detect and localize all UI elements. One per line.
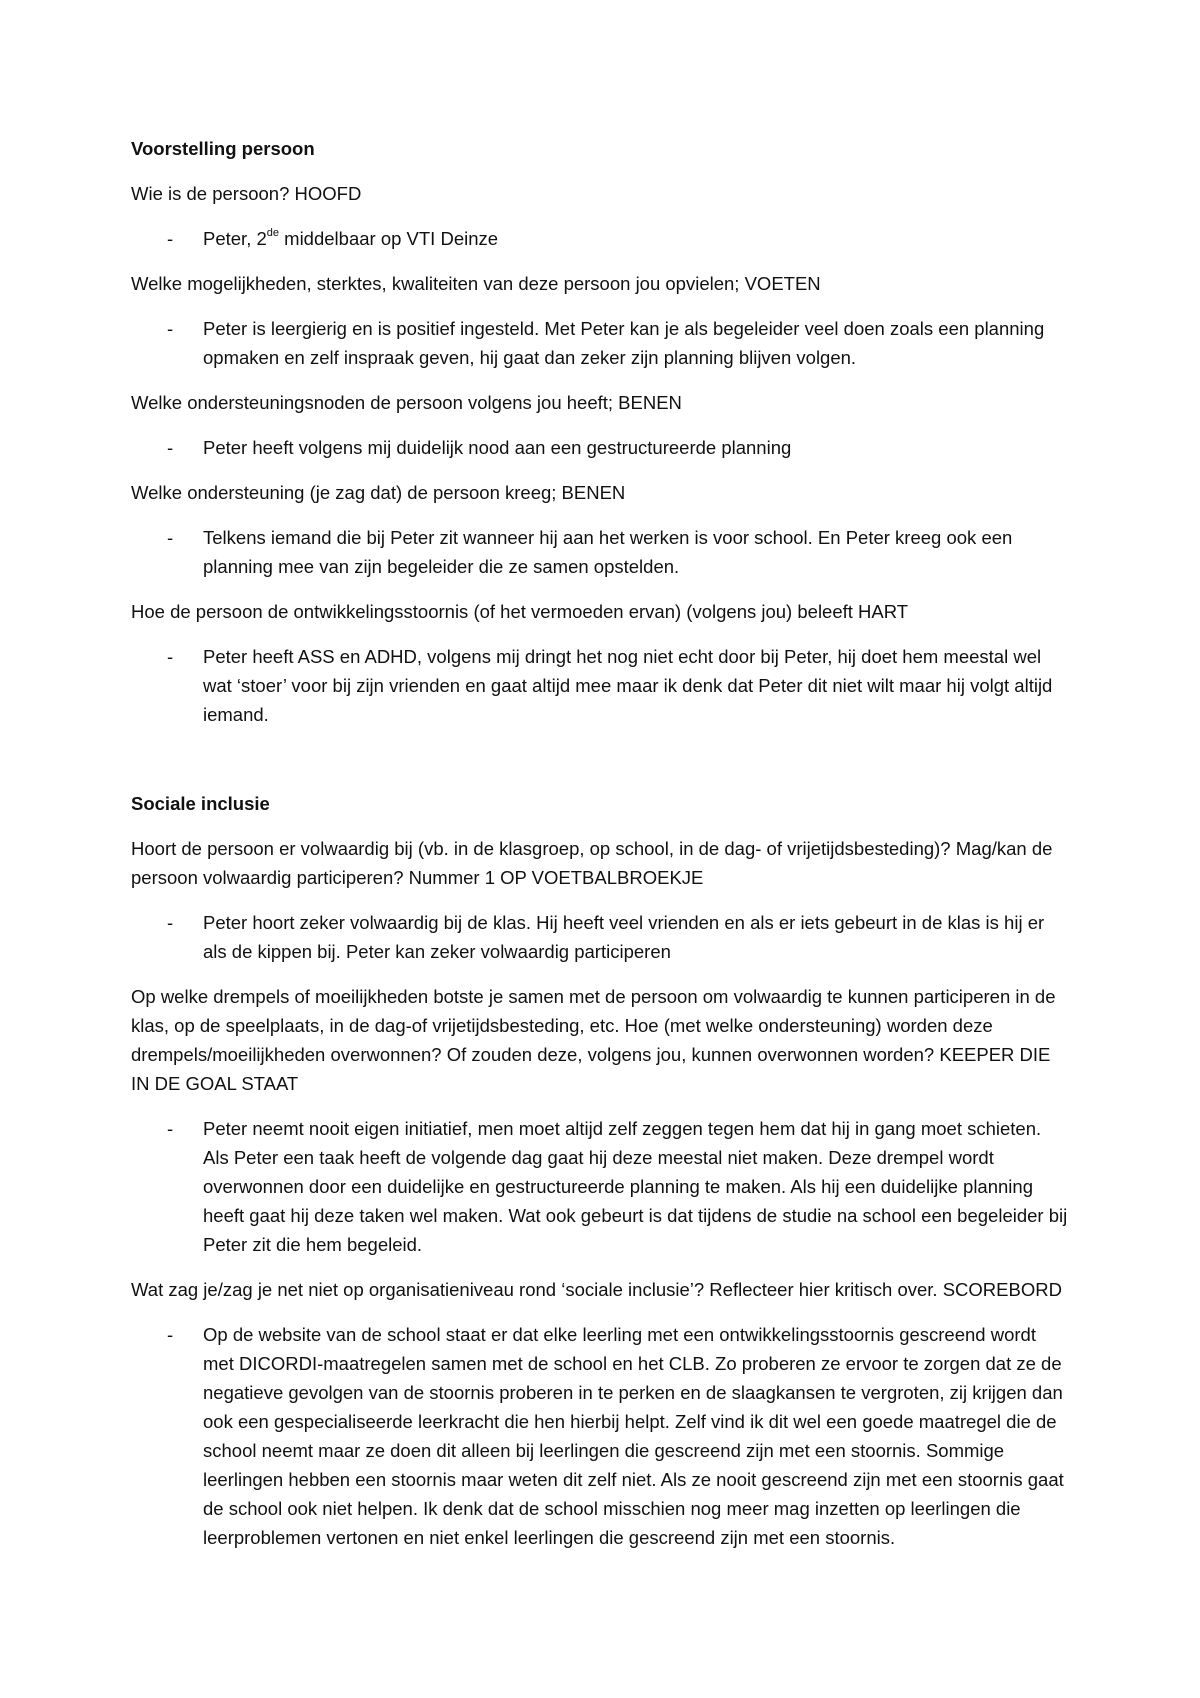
bullet-dash: - — [167, 437, 174, 458]
section-title-sociale-inclusie: Sociale inclusie — [131, 793, 270, 814]
question-ondersteuningsnoden: Welke ondersteuningsnoden de persoon volgens jou heeft; BENEN — [131, 392, 682, 413]
bullet-dash: - — [167, 912, 174, 933]
answer-organisatieniveau — [131, 1320, 1070, 1552]
question-beleeft: Hoe de persoon de ontwikkelingsstoornis (of het vermoeden ervan) (volgens jou) beleeft HART — [131, 601, 909, 622]
bullet-dash: - — [167, 318, 174, 339]
answer-wie-pre: Peter, 2 — [203, 228, 267, 249]
answer-hoort — [131, 908, 1070, 966]
answer-beleeft-text: Peter heeft ASS en ADHD, volgens mij dringt het nog niet echt door bij Peter, hij doet hem meestal wel wat ‘stoer’ voor bij zijn vrienden en gaat altijd mee maar ik denk dat Peter dit niet wilt maar hij volgt altijd iemand. — [203, 646, 1053, 725]
bullet-dash: - — [167, 228, 174, 249]
answer-mogelijkheden — [131, 314, 1070, 372]
answer-organisatieniveau-text: Op de website van de school staat er dat elke leerling met een ontwikkelingsstoornis gescreend wordt met DICORDI-maatregelen samen met de school en het CLB. Zo proberen ze ervoor te zorgen dat ze de negatieve gevolgen van de stoornis proberen in te perken en de slaagkansen te vergroten, zij krijgen dan ook een gespecialiseerde leerkracht die hen hierbij helpt. Zelf vind ik dit wel een goede maatregel die de school neemt maar ze doen dit alleen bij leerlingen die gescreend zijn met een stoornis. Sommige leerlingen hebben een stoornis maar weten dit zelf niet. Als ze nooit gescreend zijn met een stoornis gaat de school ook niet helpen. Ik denk dat de school misschien nog meer mag inzetten op leerlingen die leerproblemen vertonen en niet enkel leerlingen die gescreend zijn met een stoornis. — [203, 1324, 1064, 1548]
answer-drempels-text: Peter neemt nooit eigen initiatief, men moet altijd zelf zeggen tegen hem dat hij in gang moet schieten. Als Peter een taak heeft de volgende dag gaat hij deze meestal niet maken. Deze drempel wordt overwonnen door een duidelijke en gestructureerde planning te maken. Als hij een duidelijke planning heeft gaat hij deze taken wel maken. Wat ook gebeurt is dat tijdens de studie na school een begeleider bij Peter zit die hem begeleid. — [203, 1118, 1068, 1255]
answer-hoort-text: Peter hoort zeker volwaardig bij de klas. Hij heeft veel vrienden en als er iets gebeurt in de klas is hij er als de kippen bij. Peter kan zeker volwaardig participeren — [203, 912, 1045, 962]
answer-wie-sup: de — [266, 226, 280, 239]
bullet-dash: - — [167, 1118, 174, 1139]
question-wie: Wie is de persoon? HOOFD — [131, 183, 362, 204]
answer-ondersteuningsnoden-text: Peter heeft volgens mij duidelijk nood aan een gestructureerde planning — [203, 437, 792, 458]
question-organisatieniveau: Wat zag je/zag je net niet op organisatieniveau rond ‘sociale inclusie’? Reflecteer hier kritisch over. SCOREBORD — [131, 1279, 1062, 1300]
answer-wie-post: middelbaar op VTI Deinze — [279, 228, 499, 249]
answer-wie — [131, 224, 1070, 253]
question-hoort: Hoort de persoon er volwaardig bij (vb. in de klasgroep, op school, in de dag- of vrijetijdsbesteding)? Mag/kan de persoon volwaardig participeren? Nummer 1 OP VOETBALBROEKJE — [131, 838, 1053, 888]
answer-drempels — [131, 1114, 1070, 1259]
answer-ondersteuningsnoden — [131, 433, 1070, 462]
answer-mogelijkheden-text: Peter is leergierig en is positief ingesteld. Met Peter kan je als begeleider veel doen zoals een planning opmaken en zelf inspraak geven, hij gaat dan zeker zijn planning blijven volgen. — [203, 318, 1045, 368]
section-gap — [131, 745, 1070, 789]
question-drempels: Op welke drempels of moeilijkheden botste je samen met de persoon om volwaardig te kunnen participeren in de klas, op de speelplaats, in de dag-of vrijetijdsbesteding, etc. Hoe (met welke ondersteuning) worden deze drempels/moeilijkheden overwonnen? Of zouden deze, volgens jou, kunnen overwonnen worden? KEEPER DIE IN DE GOAL STAAT — [131, 986, 1056, 1094]
answer-beleeft — [131, 642, 1070, 729]
bullet-dash: - — [167, 646, 174, 667]
answer-ondersteuning — [131, 523, 1070, 581]
question-ondersteuning: Welke ondersteuning (je zag dat) de persoon kreeg; BENEN — [131, 482, 626, 503]
bullet-dash: - — [167, 1324, 174, 1345]
section-title-voorstelling: Voorstelling persoon — [131, 138, 315, 159]
question-mogelijkheden: Welke mogelijkheden, sterktes, kwaliteiten van deze persoon jou opvielen; VOETEN — [131, 273, 821, 294]
answer-ondersteuning-text: Telkens iemand die bij Peter zit wanneer hij aan het werken is voor school. En Peter kreeg ook een planning mee van zijn begeleider die ze samen opstelden. — [203, 527, 1013, 577]
bullet-dash: - — [167, 527, 174, 548]
